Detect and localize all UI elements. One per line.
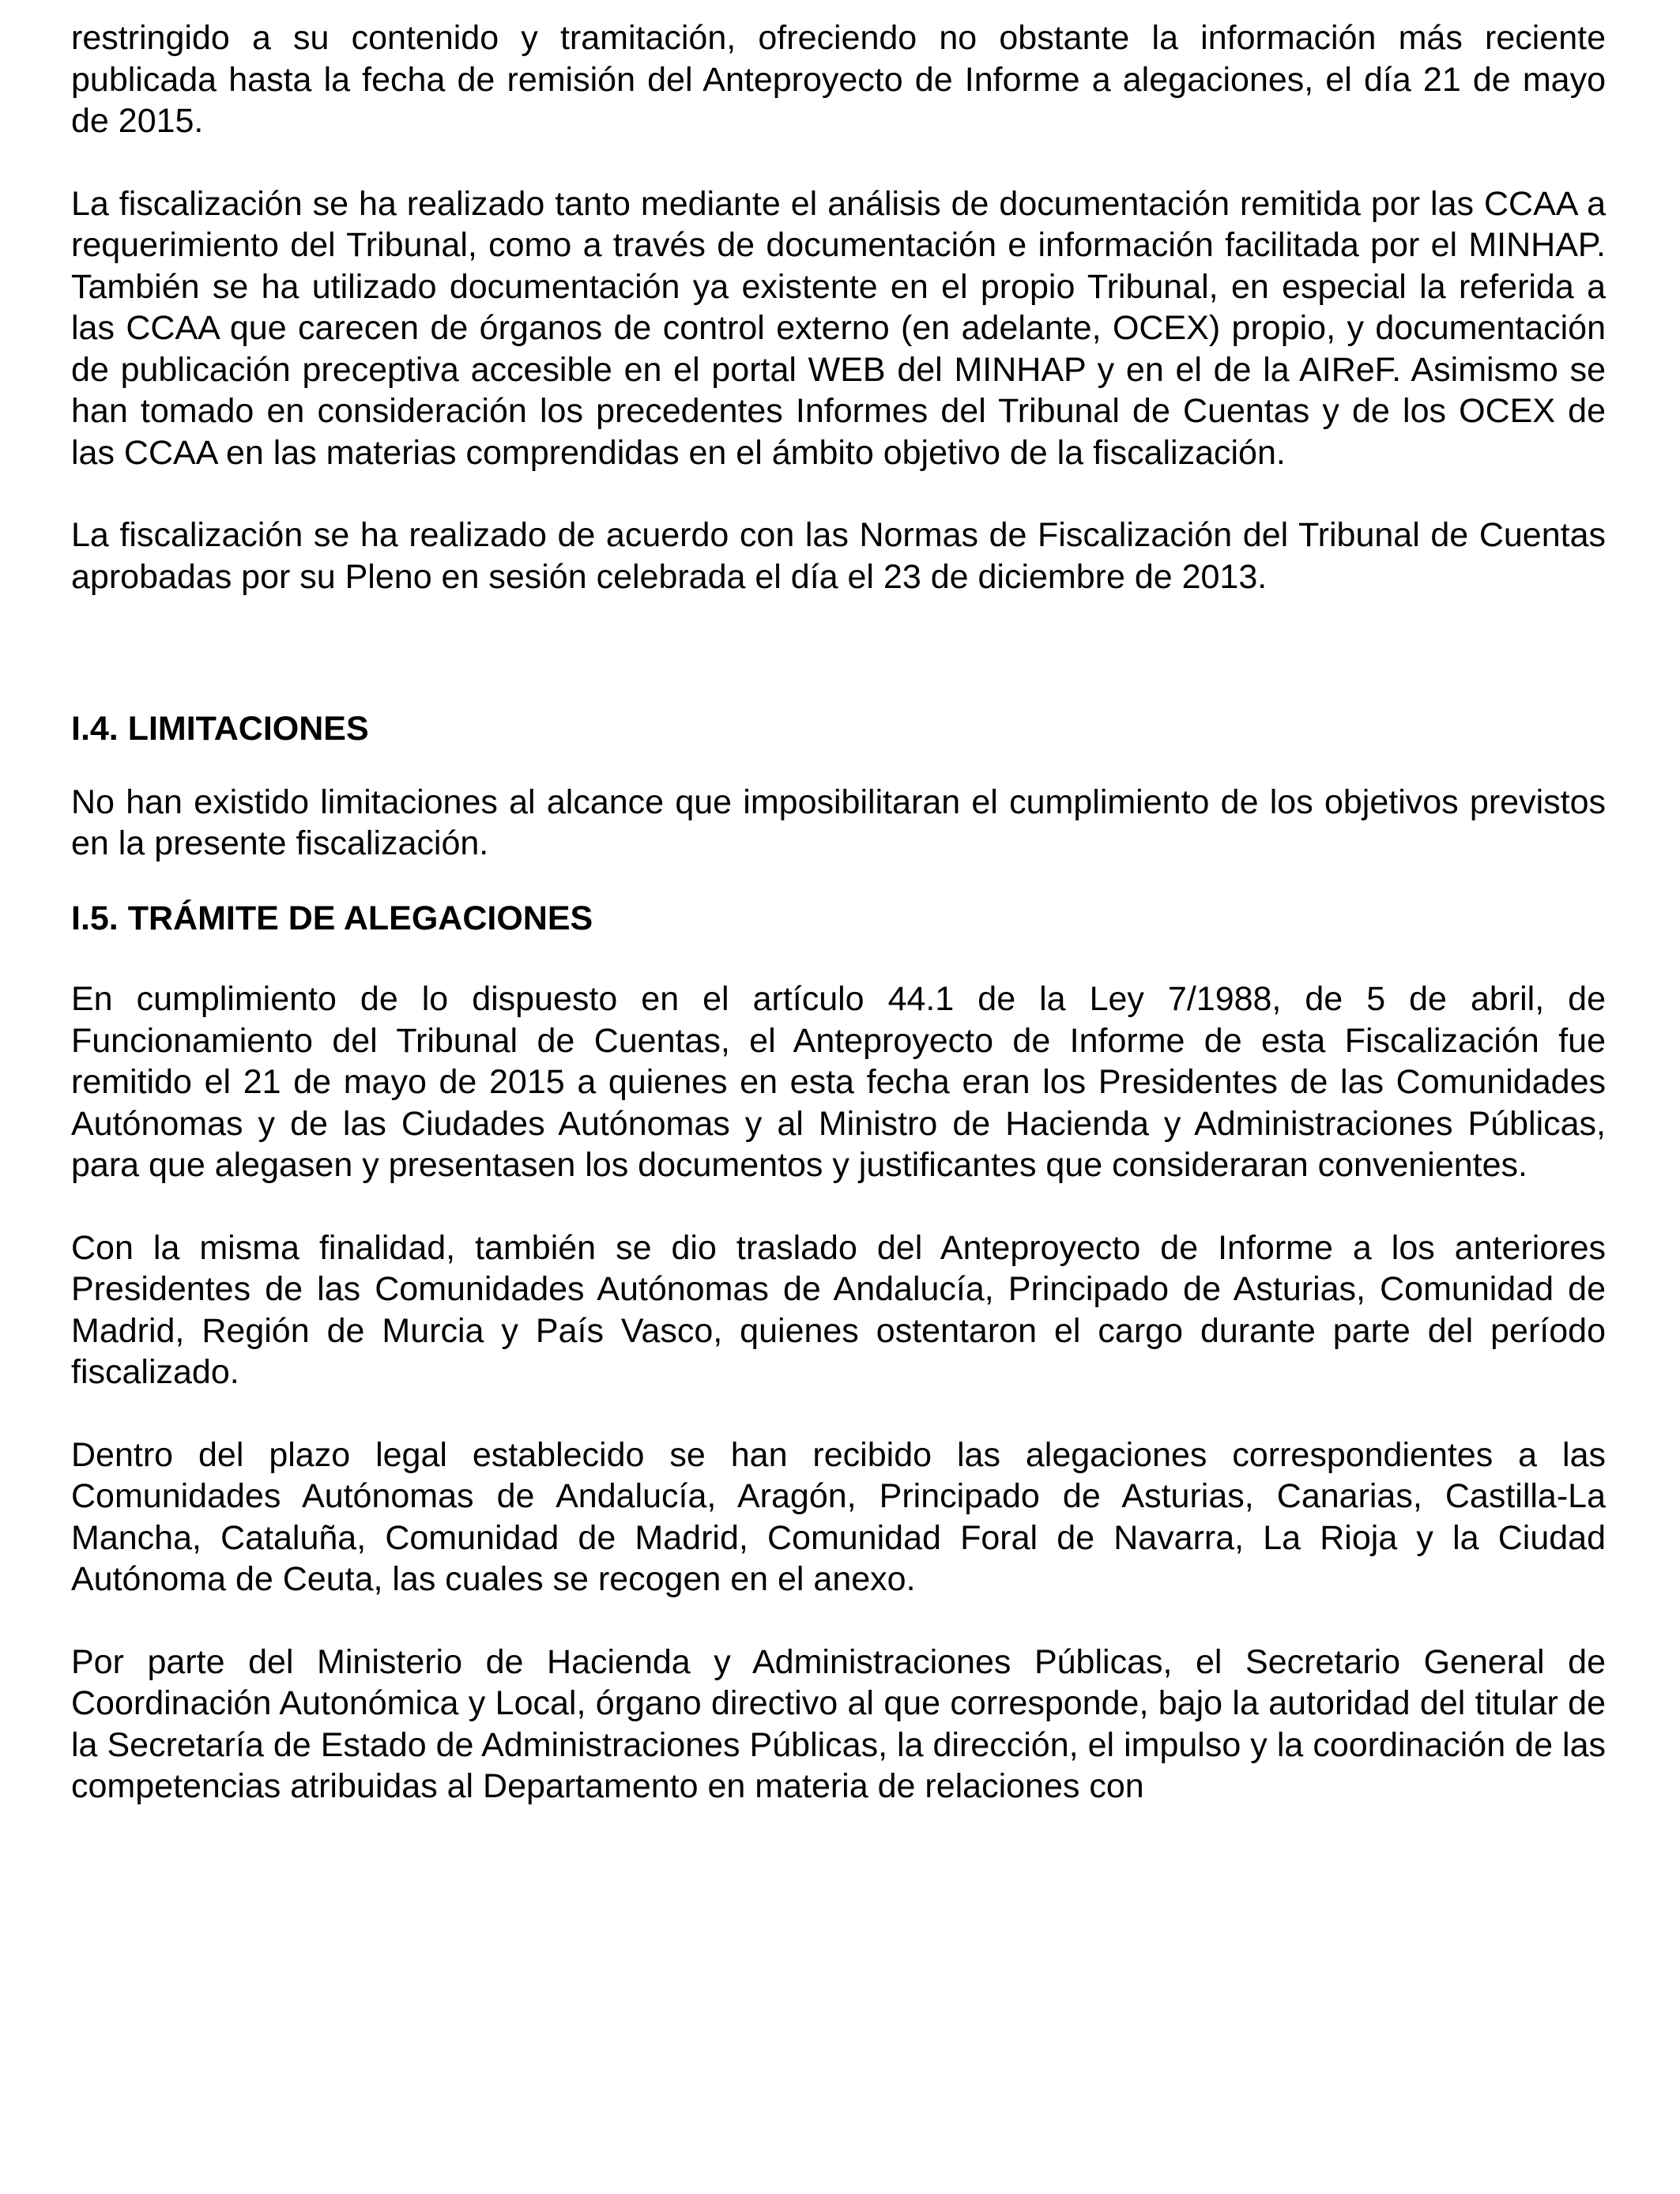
paragraph-audit-method: La fiscalización se ha realizado tanto mediante el análisis de documentación remitida por las CCAA a requerimiento del Tribunal, como a través de documentación e información facilitada por el MINHAP. También se ha utilizado documentación ya existente en el propio Tribunal, en especial la referida a las CCAA que carecen de órganos de control externo (en adelante, OCEX) propio, y documentación de publicación preceptiva accesible en el portal WEB del MINHAP y en el de la AIReF. Asimismo se han tomado en consideración los precedentes Informes del Tribunal de Cuentas y de los OCEX de las CCAA en las materias comprendidas en el ámbito objetivo de la fiscalización. (71, 184, 1606, 472)
paragraph-anteproyecto-remission: En cumplimiento de lo dispuesto en el artículo 44.1 de la Ley 7/1988, de 5 de abril, de Funcionamiento del Tribunal de Cuentas, el Anteproyecto de Informe de esta Fiscalización fue remitido el 21 de mayo de 2015 a quienes en esta fecha eran los Presidentes de las Comunidades Autónomas y de las Ciudades Autónomas y al Ministro de Hacienda y Administraciones Públicas, para que alegasen y presentasen los documentos y justificantes que consideraran convenientes. (71, 980, 1606, 1184)
paragraph-ministry: Por parte del Ministerio de Hacienda y Administraciones Públicas, el Secretario General de Coordinación Autonómica y Local, órgano directivo al que corresponde, bajo la autoridad del titular de la Secretaría de Estado de Administraciones Públicas, la dirección, el impulso y la coordinación de las competencias atribuidas al Departamento en materia de relaciones con (71, 1642, 1606, 1805)
paragraph-audit-standards: La fiscalización se ha realizado de acuerdo con las Normas de Fiscalización del Tribunal de Cuentas aprobadas por su Pleno en sesión celebrada el día el 23 de diciembre de 2013. (71, 516, 1606, 596)
paragraph-limitaciones: No han existido limitaciones al alcance que imposibilitaran el cumplimiento de los objetivos previstos en la presente fiscalización. (71, 782, 1606, 862)
paragraph-former-presidents: Con la misma finalidad, también se dio traslado del Anteproyecto de Informe a los anteriores Presidentes de las Comunidades Autónomas de Andalucía, Principado de Asturias, Comunidad de Madrid, Región de Murcia y País Vasco, quienes ostentaron el cargo durante parte del período fiscalizado. (71, 1228, 1606, 1391)
paragraph-received-allegations: Dentro del plazo legal establecido se han recibido las alegaciones correspondientes a las Comunidades Autónomas de Andalucía, Aragón, Principado de Asturias, Canarias, Castilla-La Mancha, Cataluña, Comunidad de Madrid, Comunidad Foral de Navarra, La Rioja y la Ciudad Autónoma de Ceuta, las cuales se recogen en el anexo. (71, 1435, 1606, 1598)
document-page (71, 17, 1606, 1808)
paragraph-scope-restriction: restringido a su contenido y tramitación, ofreciendo no obstante la información más reciente publicada hasta la fecha de remisión del Anteproyecto de Informe a alegaciones, el día 21 de mayo de 2015. (71, 19, 1606, 140)
heading-tramite-alegaciones: I.5. TRÁMITE DE ALEGACIONES (71, 899, 593, 937)
heading-limitaciones: I.4. LIMITACIONES (71, 710, 369, 748)
